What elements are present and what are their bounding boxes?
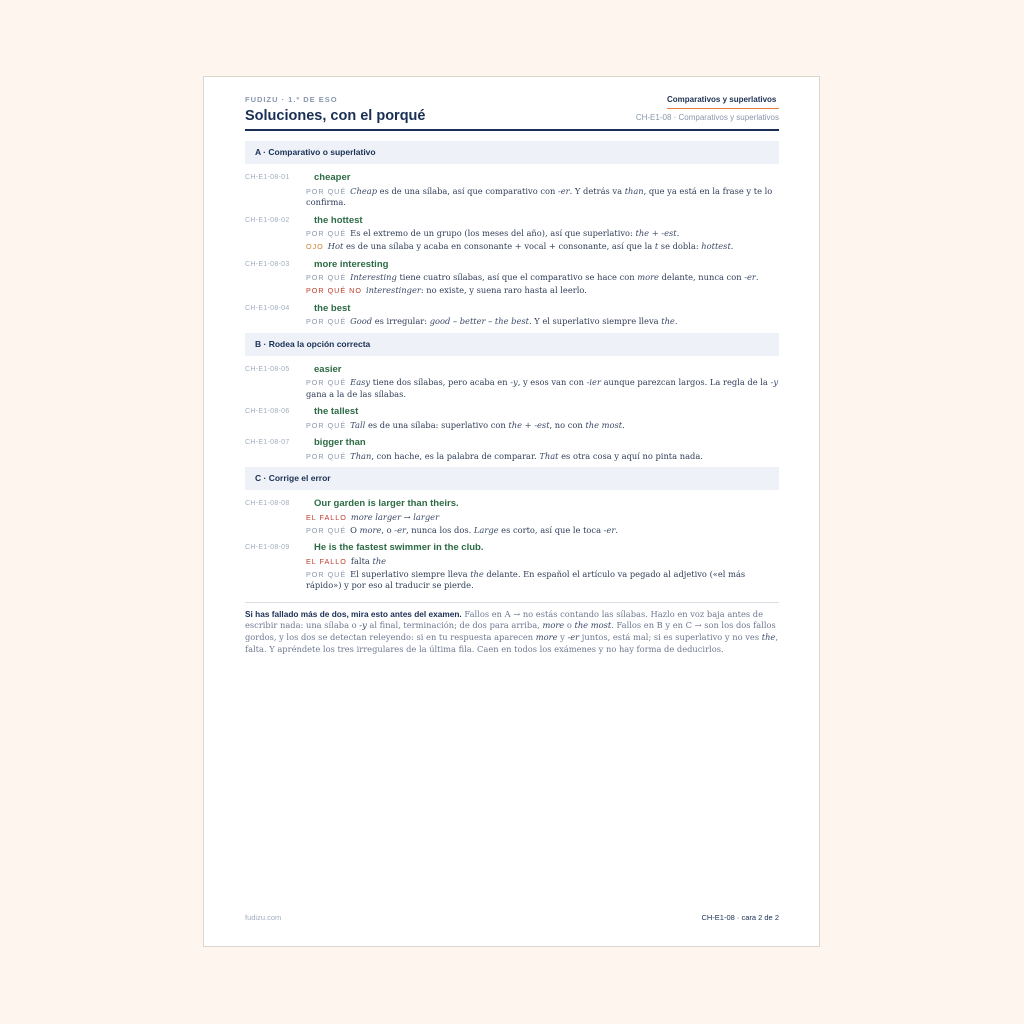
solution-item [245, 541, 779, 592]
explanation-note [306, 556, 779, 568]
note-text: El superlativo siempre lleva the delante. En español el artículo va pegado al adjetivo («el más rápido») y por eso al traducir se pierde. [306, 568, 746, 590]
summary-paragraph [245, 609, 779, 656]
explanation-note [306, 420, 779, 432]
brand-label: FUDIZU · 1.º DE ESO [245, 95, 338, 104]
item-code: CH-E1-08-06 [245, 408, 290, 415]
item-code: CH-E1-08-02 [245, 216, 290, 224]
note-text: Tall es de una sílaba: superlativo con the + -est, no con the most. [350, 419, 625, 430]
explanation-note [306, 569, 779, 592]
section-heading: C · Corrige el error [245, 467, 779, 490]
item-code: CH-E1-08-04 [245, 304, 290, 312]
document-code: CH-E1-08 · Comparativos y superlativos [635, 113, 779, 122]
page-indicator: CH-E1-08 · cara 2 de 2 [701, 913, 779, 922]
section-heading: A · Comparativo o superlativo [245, 141, 779, 164]
note-tag: POR QUÉ [306, 569, 347, 579]
note-tag: POR QUÉ [306, 186, 347, 196]
note-tag: EL FALLO [306, 556, 347, 566]
note-tag: POR QUÉ NO [306, 286, 362, 295]
summary-body: Fallos en A → no estás contando las sílabas. Hazlo en voz baja antes de escribir nada: una sílaba o -y al final, terminación; de dos para arriba, more o the most. Fallos en B y en C → son los dos fallos gordos, y los dos se detectan releyendo: si en tu respuesta aparecen more y -er juntos, está mal; si es superlativo y no ves the, falta. Y apréndete los tres irregulares de la última fila. Caen en todos los exámenes y no hay forma de deducirlos. [245, 608, 778, 654]
answer-text: cheaper [314, 172, 351, 183]
item-code: CH-E1-08-03 [245, 260, 290, 268]
section-heading: B · Rodea la opción correcta [245, 333, 779, 356]
answer-text: easier [314, 363, 342, 375]
answer-text: bigger than [314, 437, 366, 448]
explanation-note [306, 228, 779, 240]
note-tag: POR QUÉ [306, 229, 347, 238]
item-code: CH-E1-08-01 [245, 174, 290, 181]
solution-item [245, 363, 779, 401]
summary-divider [245, 602, 779, 603]
explanation-note [306, 451, 779, 463]
note-tag: EL FALLO [306, 512, 347, 522]
page-footer [245, 913, 779, 922]
solution-item [245, 405, 779, 431]
solutions-list [245, 141, 779, 592]
note-tag: POR QUÉ [306, 378, 347, 387]
note-text: O more, o -er, nunca los dos. Large es corto, así que le toca -er. [350, 524, 618, 535]
title-row [245, 108, 779, 124]
note-text: Good es irregular: good – better – the best. Y el superlativo siempre lleva the. [350, 316, 678, 326]
site-url: fudizu.com [245, 913, 282, 922]
note-text: more larger → larger [350, 511, 440, 522]
explanation-note [306, 512, 779, 524]
note-text: interestinger: no existe, y suena raro hasta al leerlo. [365, 285, 587, 295]
note-tag: POR QUÉ [306, 525, 347, 535]
answer-text: the hottest [314, 214, 363, 226]
item-code: CH-E1-08-09 [245, 544, 290, 551]
answer-text: Our garden is larger than theirs. [314, 498, 459, 509]
note-text: Interesting tiene cuatro sílabas, así que el comparativo se hace con more delante, nunca con -er. [350, 272, 759, 282]
note-text: falta the [350, 555, 387, 566]
page-header [245, 95, 779, 109]
note-text: Cheap es de una sílaba, así que comparativo con -er. Y detrás va than, que ya está en la frase y te lo confirma. [306, 185, 773, 207]
answer-text: the tallest [314, 406, 359, 417]
page-title: Soluciones, con el porqué [245, 108, 426, 124]
note-tag: POR QUÉ [306, 420, 347, 430]
explanation-note [306, 285, 779, 297]
explanation-note [306, 272, 779, 284]
item-code: CH-E1-08-08 [245, 500, 290, 507]
explanation-note [306, 316, 779, 328]
note-text: Easy tiene dos sílabas, pero acaba en -y, y esos van con -ier aunque parezcan largos. La regla de la -y gana a la de las sílabas. [306, 377, 779, 399]
title-divider [245, 129, 779, 131]
answer-text: more interesting [314, 258, 389, 270]
summary-lead: Si has fallado más de dos, mira esto antes del examen. [245, 608, 462, 619]
page-content [245, 95, 779, 656]
note-text: Hot es de una sílaba y acaba en consonante + vocal + consonante, así que la t se dobla: hottest. [327, 241, 734, 251]
topic-block [667, 95, 779, 109]
item-code: CH-E1-08-07 [245, 439, 290, 446]
solution-item [245, 436, 779, 462]
solution-item [245, 171, 779, 209]
item-code: CH-E1-08-05 [245, 365, 290, 373]
answer-text: He is the fastest swimmer in the club. [314, 542, 484, 553]
note-text: Than, con hache, es la palabra de comparar. That es otra cosa y aquí no pinta nada. [350, 450, 703, 461]
solution-item [245, 258, 779, 297]
note-tag: POR QUÉ [306, 273, 347, 282]
explanation-note [306, 186, 779, 209]
note-text: Es el extremo de un grupo (los meses del año), así que superlativo: the + -est. [350, 228, 680, 238]
explanation-note [306, 377, 779, 400]
topic-underline [667, 108, 779, 109]
solution-item [245, 302, 779, 328]
explanation-note [306, 241, 779, 253]
note-tag: POR QUÉ [306, 317, 347, 326]
answer-text: the best [314, 302, 351, 314]
worksheet-page [203, 76, 820, 947]
note-tag: OJO [306, 242, 324, 251]
solution-item [245, 214, 779, 253]
note-tag: POR QUÉ [306, 451, 347, 461]
solution-item [245, 497, 779, 536]
explanation-note [306, 525, 779, 537]
topic-label: Comparativos y superlativos [667, 95, 777, 104]
